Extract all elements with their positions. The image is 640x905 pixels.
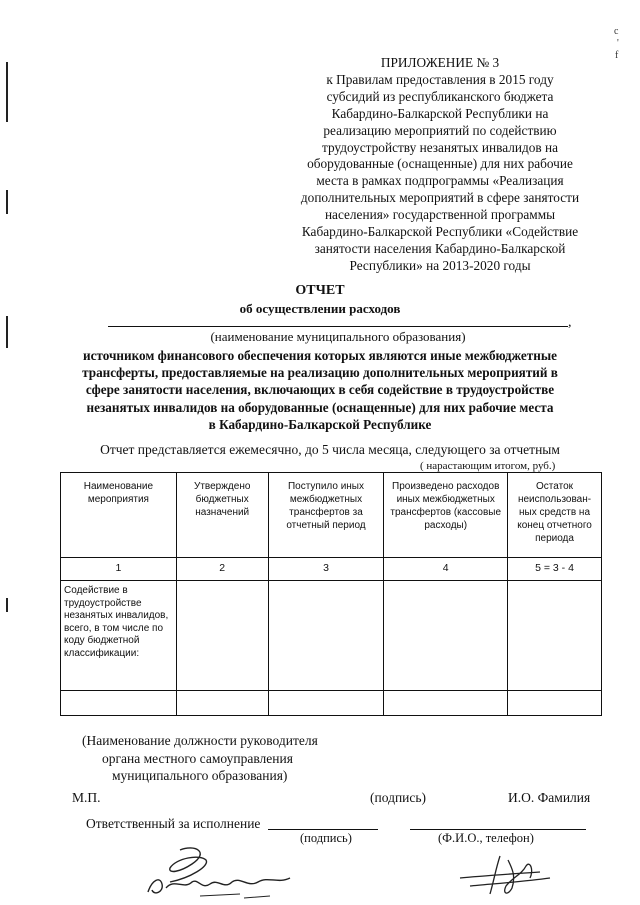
table-header-cell: Наименование мероприятия [61,473,177,558]
table-header-cell: Утверждено бюджетных назначений [176,473,268,558]
table-header-cell: Поступило иных межбюджетных трансфертов за отчетный период [268,473,384,558]
appendix-line: реализацию мероприятий по содействию [323,122,557,138]
scan-edge-mark [6,598,8,612]
margin-mark: f [615,50,619,61]
municipality-comma: , [568,315,572,330]
appendix-line: Кабардино-Балкарской Республики «Содействие [301,224,579,240]
table-cell [61,691,177,716]
source-line: источником финансового обеспечения которых являются иные межбюджетные [82,348,558,363]
handwritten-signature-left [140,842,310,902]
signature-label: (подпись) [300,831,352,845]
appendix-line: трудоустройству незанятых инвалидов на [321,139,559,155]
appendix-line: к Правилам предоставления в 2015 году [326,71,554,87]
report-subtitle: об осуществлении расходов [239,301,401,316]
appendix-line: оборудованные (оснащенные) для них рабочие [307,156,573,172]
column-number: 1 [61,558,177,581]
report-table [60,472,602,716]
appendix-line: населения» государственной программы [324,207,556,223]
appendix-block [290,55,590,275]
margin-mark: ' [617,38,619,49]
source-line: в Кабардино-Балкарской Республике [208,416,432,432]
row-label: Содействие в трудоустройстве незанятых инвалидов, всего, в том числе по коду бюджетной классификации: [61,581,177,691]
report-title: ОТЧЕТ [295,283,345,298]
municipality-underline [108,326,568,327]
appendix-line: ПРИЛОЖЕНИЕ № 3 [380,55,500,70]
head-line: муниципального образования) [112,768,288,783]
margin-mark: c [614,26,619,37]
table-cell [268,581,384,691]
table-cell [508,581,602,691]
responsible-name-line [410,829,586,830]
head-position-block [82,732,322,785]
appendix-line: занятости населения Кабардино-Балкарской [314,240,566,256]
funding-source-text [80,347,560,433]
appendix-line: Республики» на 2013-2020 годы [349,257,531,273]
table-header-cell: Произведено расходов иных межбюджетных трансфертов (кассовые расходы) [384,473,508,558]
head-line: органа местного самоуправления [102,750,293,766]
responsible-signature-line [268,829,378,830]
scan-edge-mark [6,190,8,214]
source-line: незанятых инвалидов на оборудованные (оснащенные) для них рабочие места [86,399,554,415]
table-header-row [61,473,602,558]
source-line: трансферты, предоставляемые на реализацию дополнительных мероприятий в [82,365,558,381]
table-cell [508,691,602,716]
appendix-line: Кабардино-Балкарской Республики на [331,105,549,121]
name-phone-label: (Ф.И.О., телефон) [438,831,534,845]
column-number: 3 [268,558,384,581]
table-number-row [61,558,602,581]
name-label: И.О. Фамилия [508,790,591,805]
appendix-line: места в рамках подпрограммы «Реализация [316,173,564,189]
table-header-cell: Остаток неиспользован-ных средств на конец отчетного периода [508,473,602,558]
table-cell [384,691,508,716]
source-line: сфере занятости населения, включающих в себя содействие в трудоустройстве [85,382,555,398]
stamp-place: М.П. [72,790,101,805]
units-note: ( нарастающим итогом, руб.) [420,460,556,472]
appendix-line: субсидий из республиканского бюджета [326,88,554,104]
table-cell [176,581,268,691]
table-cell [268,691,384,716]
scan-edge-mark [6,62,8,122]
table-row [61,691,602,716]
monthly-note: Отчет представляется ежемесячно, до 5 числа месяца, следующего за отчетным [100,442,560,457]
responsible-label: Ответственный за исполнение [86,816,261,831]
column-number: 5 = 3 - 4 [508,558,602,581]
table-row [61,581,602,691]
municipality-hint: (наименование муниципального образования) [210,329,466,344]
scan-edge-mark [6,316,8,348]
column-number: 2 [176,558,268,581]
signature-label: (подпись) [370,790,427,805]
table-cell [384,581,508,691]
head-line: (Наименование должности руководителя [82,733,318,748]
table-cell [176,691,268,716]
appendix-line: дополнительных мероприятий в сфере занятости [300,190,580,206]
handwritten-signature-right [450,848,560,903]
column-number: 4 [384,558,508,581]
